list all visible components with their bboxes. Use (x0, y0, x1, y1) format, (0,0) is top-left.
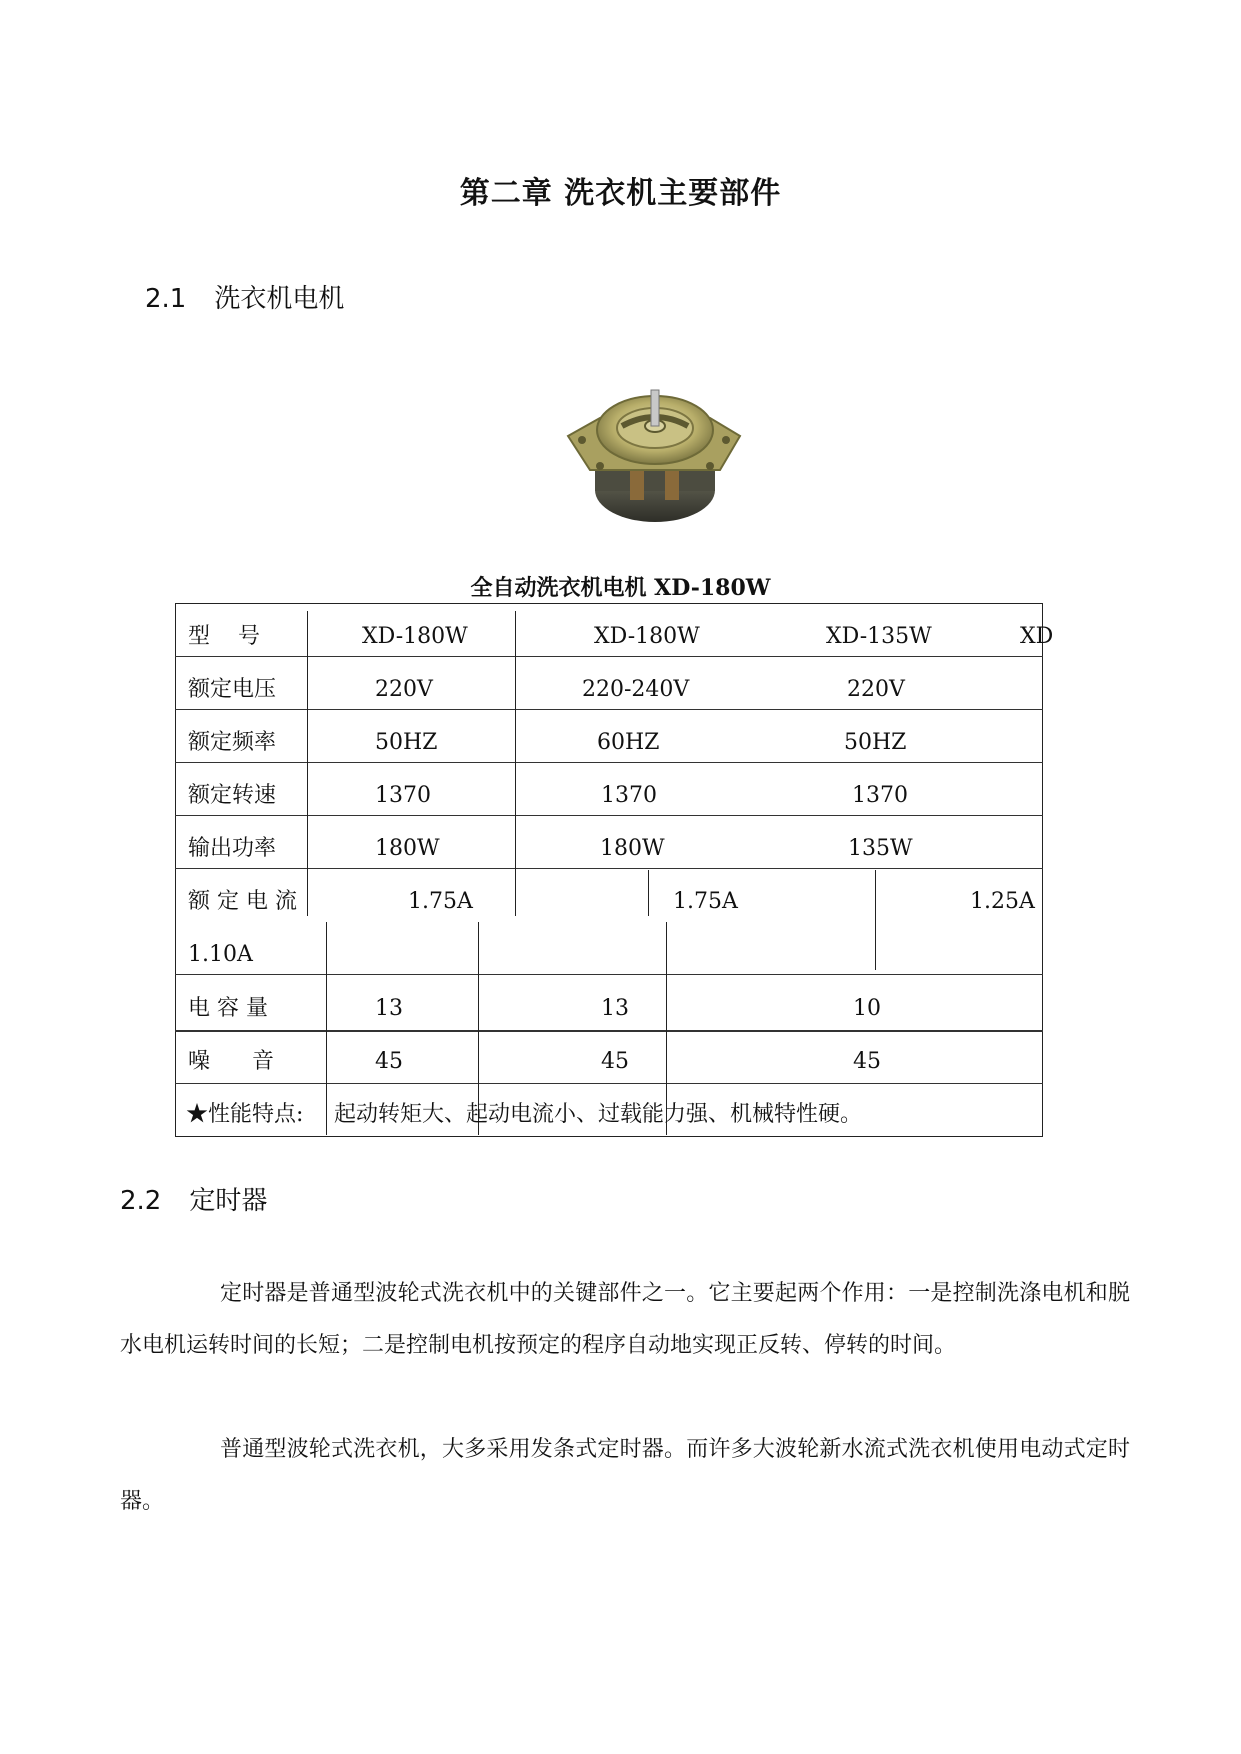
table-cell: 13 (375, 996, 403, 1021)
table-col-divider (515, 611, 516, 916)
row-label-current: 额 定 电 流 (188, 889, 297, 914)
table-cell: 10 (853, 996, 881, 1021)
table-col-divider (307, 611, 308, 916)
body-paragraph: 普通型波轮式洗衣机，大多采用发条式定时器。而许多大波轮新水流式洗衣机使用电动式定时器。 (120, 1437, 1130, 1514)
table-cell: 1370 (375, 783, 431, 808)
chapter-title: 第二章 洗衣机主要部件 (459, 176, 782, 211)
table-row-divider (175, 709, 1043, 710)
table-cell: 1370 (601, 783, 657, 808)
table-cell: 180W (600, 836, 665, 861)
row-label-power: 输出功率 (188, 836, 277, 861)
row-label-noise: 噪 音 (188, 1049, 274, 1074)
body-paragraph: 定时器是普通型波轮式洗衣机中的关键部件之一。它主要起两个作用：一是控制洗涤电机和脱水电机运转时间的长短；二是控制电机按预定的程序自动地实现正反转、停转的时间。 (120, 1281, 1130, 1358)
table-cell: 1.75A (673, 889, 738, 914)
table-cell: XD-135W (826, 624, 932, 649)
table-col-divider (875, 870, 876, 970)
row-label-capacitance: 电 容 量 (188, 996, 268, 1021)
table-row-divider (175, 656, 1043, 657)
table-row-divider (175, 762, 1043, 763)
table-cell: XD-180W (594, 624, 700, 649)
section-title: 定时器 (189, 1186, 268, 1216)
features-text: 起动转矩大、起动电流小、过载能力强、机械特性硬。 (334, 1102, 863, 1127)
table-row-divider (175, 868, 1043, 869)
table-row-divider (175, 1030, 1043, 1032)
table-cell: 45 (375, 1049, 403, 1074)
section-heading-2-2 (120, 1180, 267, 1217)
table-cell: 45 (601, 1049, 629, 1074)
table-cell: 135W (848, 836, 913, 861)
table-cell: XD (1020, 624, 1054, 649)
section-title: 洗衣机电机 (214, 284, 345, 314)
row-label-voltage: 额定电压 (188, 677, 277, 702)
table-cell: 50HZ (844, 730, 907, 755)
table-cell: 50HZ (375, 730, 438, 755)
table-cell: 220V (847, 677, 905, 702)
table-cell: 180W (375, 836, 440, 861)
figure-caption: 全自动洗衣机电机 XD-180W (470, 575, 771, 601)
table-row-divider (175, 974, 1043, 975)
table-cell: 1.10A (188, 942, 253, 967)
table-cell: 1.25A (970, 889, 1035, 914)
motor-image (560, 378, 745, 528)
table-row-divider (175, 815, 1043, 816)
table-cell: XD-180W (362, 624, 468, 649)
section-heading-2-1 (145, 278, 344, 315)
table-row-divider (175, 1083, 1043, 1084)
table-cell: 1.75A (408, 889, 473, 914)
table-cell: 13 (601, 996, 629, 1021)
table-cell: 220V (375, 677, 433, 702)
table-cell: 220-240V (582, 677, 690, 702)
section-number: 2.1 (145, 284, 187, 314)
row-label-speed: 额定转速 (188, 783, 277, 808)
section-number: 2.2 (120, 1186, 162, 1216)
table-col-divider (648, 870, 649, 916)
table-cell: 1370 (852, 783, 908, 808)
row-label-model: 型 号 (188, 624, 260, 649)
table-cell: 60HZ (597, 730, 660, 755)
row-label-frequency: 额定频率 (188, 730, 277, 755)
table-col-divider (326, 922, 327, 1135)
features-label: ★性能特点: (186, 1102, 304, 1127)
table-cell: 45 (853, 1049, 881, 1074)
